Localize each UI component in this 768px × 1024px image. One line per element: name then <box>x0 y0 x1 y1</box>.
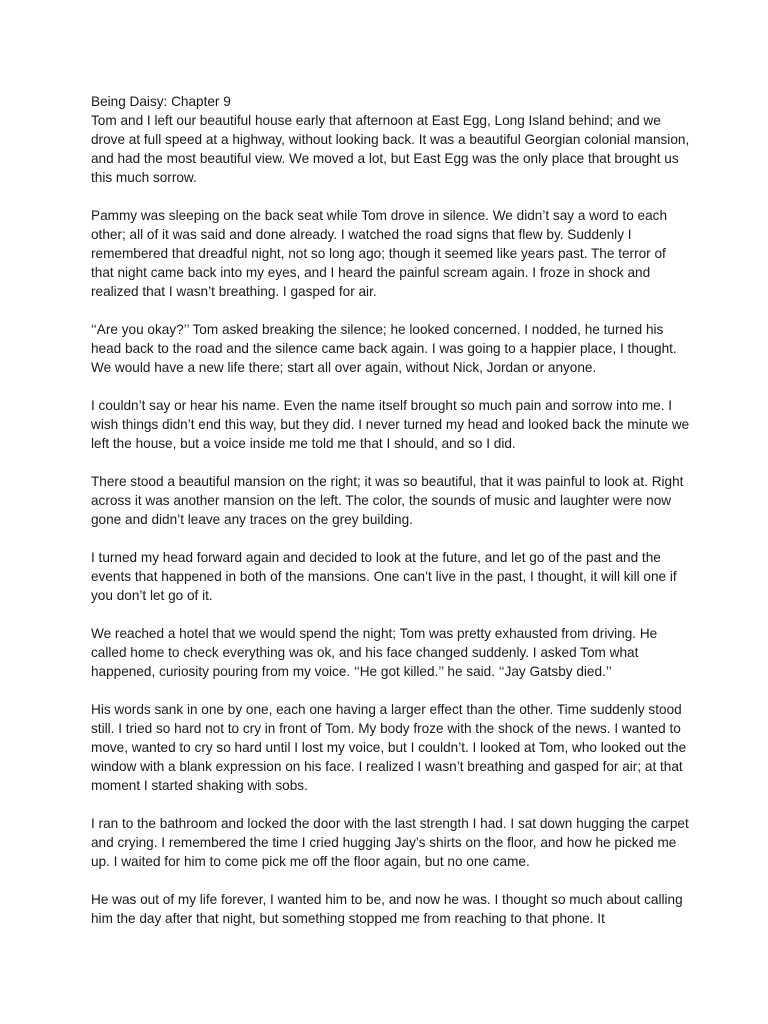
paragraph: ‘‘Are you okay?’’ Tom asked breaking the silence; he looked concerned. I nodded, he turned his head back to the road and the silence came back again. I was going to a happier place, I thought. We would have a new life there; start all over again, without Nick, Jordan or anyone. <box>91 322 677 375</box>
document-page <box>91 92 691 947</box>
paragraph: I turned my head forward again and decided to look at the future, and let go of the past and the events that happened in both of the mansions. One can’t live in the past, I thought, it will kill one if you don’t let go of it. <box>91 550 677 603</box>
paragraph: He was out of my life forever, I wanted him to be, and now he was. I thought so much about calling him the day after that night, but something stopped me from reaching to that phone. It <box>91 892 683 926</box>
chapter-title: Being Daisy: Chapter 9 <box>91 94 231 109</box>
paragraph: Pammy was sleeping on the back seat while Tom drove in silence. We didn’t say a word to each other; all of it was said and done already. I watched the road signs that flew by. Suddenly I remembered that dreadful night, not so long ago; though it seemed like years past. The terror of that night came back into my eyes, and I heard the painful scream again. I froze in shock and realized that I wasn’t breathing. I gasped for air. <box>91 208 668 299</box>
paragraph: I ran to the bathroom and locked the door with the last strength I had. I sat down hugging the carpet and crying. I remembered the time I cried hugging Jay’s shirts on the floor, and how he picked me up. I waited for him to come pick me off the floor again, but no one came. <box>91 816 689 869</box>
paragraph: Tom and I left our beautiful house early that afternoon at East Egg, Long Island behind; and we drove at full speed at a highway, without looking back. It was a beautiful Georgian colonial mansion, and had the most beautiful view. We moved a lot, but East Egg was the only place that brought us this much sorrow. <box>91 113 690 185</box>
paragraph: There stood a beautiful mansion on the right; it was so beautiful, that it was painful to look at. Right across it was another mansion on the left. The color, the sounds of music and laughter were now gone and didn’t leave any traces on the grey building. <box>91 474 684 527</box>
paragraph: We reached a hotel that we would spend the night; Tom was pretty exhausted from driving. He called home to check everything was ok, and his face changed suddenly. I asked Tom what happened, curiosity pouring from my voice. ‘‘He got killed.’’ he said. ‘‘Jay Gatsby died.’’ <box>91 626 658 679</box>
paragraph: His words sank in one by one, each one having a larger effect than the other. Time suddenly stood still. I tried so hard not to cry in front of Tom. My body froze with the shock of the news. I wanted to move, wanted to cry so hard until I lost my voice, but I couldn’t. I looked at Tom, who looked out the window with a blank expression on his face. I realized I wasn’t breathing and gasped for air; at that moment I started shaking with sobs. <box>91 702 687 793</box>
paragraph: I couldn’t say or hear his name. Even the name itself brought so much pain and sorrow into me. I wish things didn’t end this way, but they did. I never turned my head and looked back the minute we left the house, but a voice inside me told me that I should, and so I did. <box>91 398 690 451</box>
